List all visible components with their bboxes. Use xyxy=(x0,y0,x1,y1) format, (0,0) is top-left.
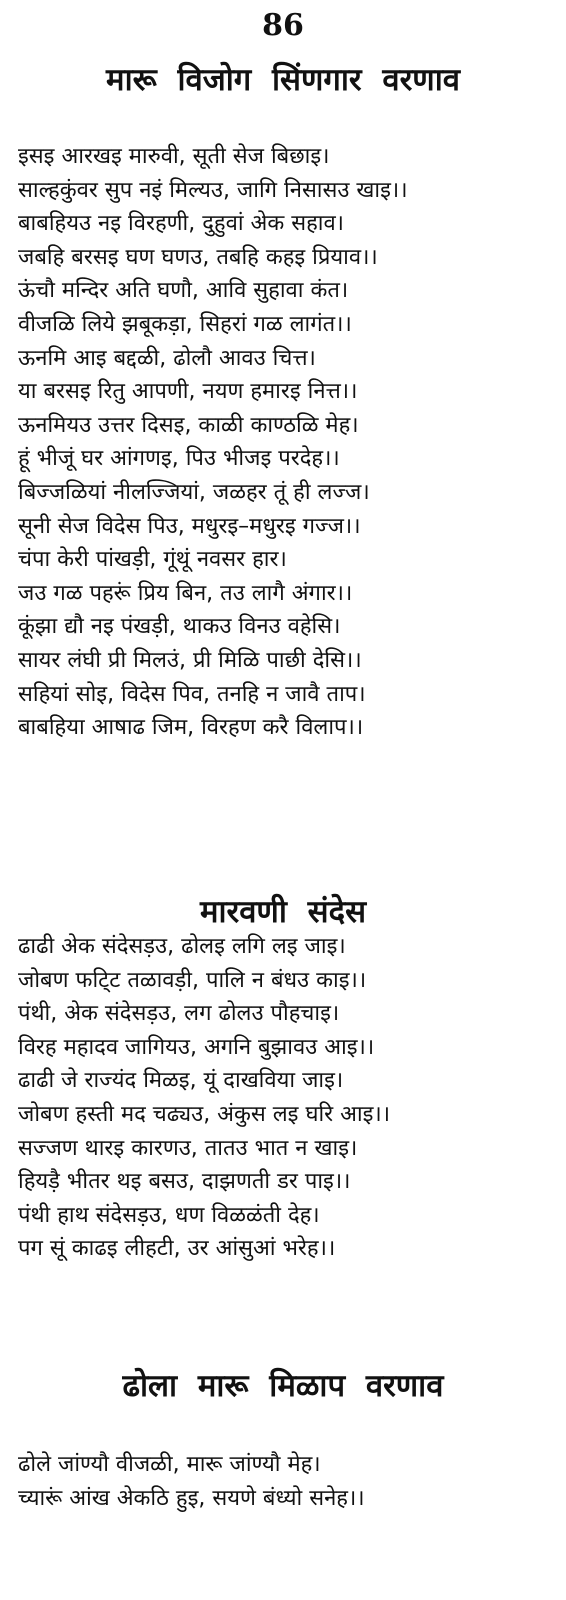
verse-line: जउ गळ पहरूं प्रिय बिन, तउ लागै अंगार।। xyxy=(18,580,353,606)
verse-line: ढोले जांण्यौ वीजळी, मारू जांण्यौ मेह। xyxy=(18,1452,321,1477)
verse-line: ढाढी अेक संदेसड़उ, ढोलइ लगि लइ जाइ। xyxy=(18,934,346,959)
verse-line: ऊंचौ मन्दिर अति घणौ, आवि सुहावा कंत। xyxy=(18,278,349,304)
verse-line: सायर लंघी प्री मिलउं, प्री मिळि पाछी देसि।। xyxy=(18,647,362,673)
verse-block-marroo-vijog xyxy=(18,140,563,745)
verse-line: विरह महादव जागियउ, अगनि बुझावउ आइ।। xyxy=(18,1034,375,1060)
section-heading-marvani-sandes: मारवणी संदेस xyxy=(199,894,367,930)
verse-line: सहियां सोइ, विदेस पिव, तनहि न जावै ताप। xyxy=(18,681,366,707)
verse-line: ढाढी जे राज्यंद मिळइ, यूं दाखविया जाइ। xyxy=(18,1068,344,1094)
verse-block-dhola-maroo-milap xyxy=(18,1448,563,1515)
verse-line: हियड़ै भीतर थइ बसउ, दाझणती डर पाइ।। xyxy=(18,1169,351,1195)
verse-line: वीजळि लिये झबूकड़ा, सिहरां गळ लागंत।। xyxy=(18,311,352,337)
verse-line: इसइ आरखइ मारुवी, सूती सेज बिछाइ। xyxy=(18,144,330,169)
verse-line: जोबण हस्ती मद चढ्यउ, अंकुस लइ घरि आइ।। xyxy=(18,1101,391,1127)
verse-line: साल्हकुंवर सुप नइं मिल्यउ, जागि निसासउ खाइ।। xyxy=(18,177,408,203)
verse-line: बिज्जळियां नीलज्जियां, जळहर तूं ही लज्ज। xyxy=(18,479,370,505)
section-heading-marroo-vijog: मारू विजोग सिंणगार वरणाव xyxy=(106,62,460,98)
verse-line: पग सूं काढइ लीहटी, उर आंसुआं भरेह।। xyxy=(18,1236,336,1262)
verse-line: ऊनमि आइ बद्दळी, ढोलौ आवउ चित्त। xyxy=(18,345,316,371)
section-heading-dhola-maroo-milap: ढोला मारू मिळाप वरणाव xyxy=(122,1368,444,1404)
verse-line: जबहि बरसइ घण घणउ, तबहि कहइ प्रियाव।। xyxy=(18,244,378,270)
verse-line: बाबहिया आषाढ जिम, विरहण करै विलाप।। xyxy=(18,715,364,741)
verse-line: पंथी हाथ संदेसड़उ, धण विळळंती देह। xyxy=(18,1202,320,1228)
verse-line: ऊनमियउ उत्तर दिसइ, काळी काण्ठळि मेह। xyxy=(18,412,359,438)
verse-line: कूंझा द्यौ नइ पंखड़ी, थाकउ विनउ वहेसि। xyxy=(18,614,341,640)
verse-line: पंथी, अेक संदेसड़उ, लग ढोलउ पौहचाइ। xyxy=(18,1001,340,1027)
verse-line: या बरसइ रितु आपणी, नयण हमारइ नित्त।। xyxy=(18,379,358,405)
verse-line: चंपा केरी पांखड़ी, गूंथूं नवसर हार। xyxy=(18,547,287,573)
verse-line: सूनी सेज विदेस पिउ, मधुरइ–मधुरइ गज्ज।। xyxy=(18,513,361,539)
verse-line: सज्जण थारइ कारणउ, तातउ भात न खाइ। xyxy=(18,1135,358,1161)
verse-block-marvani-sandes xyxy=(18,930,563,1266)
verse-line: बाबहियउ नइ विरहणी, दुहुवां अेक सहाव। xyxy=(18,211,345,237)
verse-line: च्यारूं आंख अेकठि हुइ, सयणे बंध्यो सनेह।। xyxy=(18,1485,365,1511)
verse-line: जोबण फटि्ट तळावड़ी, पालि न बंधउ काइ।। xyxy=(18,967,367,993)
verse-line: हूं भीजूं घर आंगणइ, पिउ भीजइ परदेह।। xyxy=(18,446,340,472)
page-number: 86 xyxy=(262,8,304,43)
